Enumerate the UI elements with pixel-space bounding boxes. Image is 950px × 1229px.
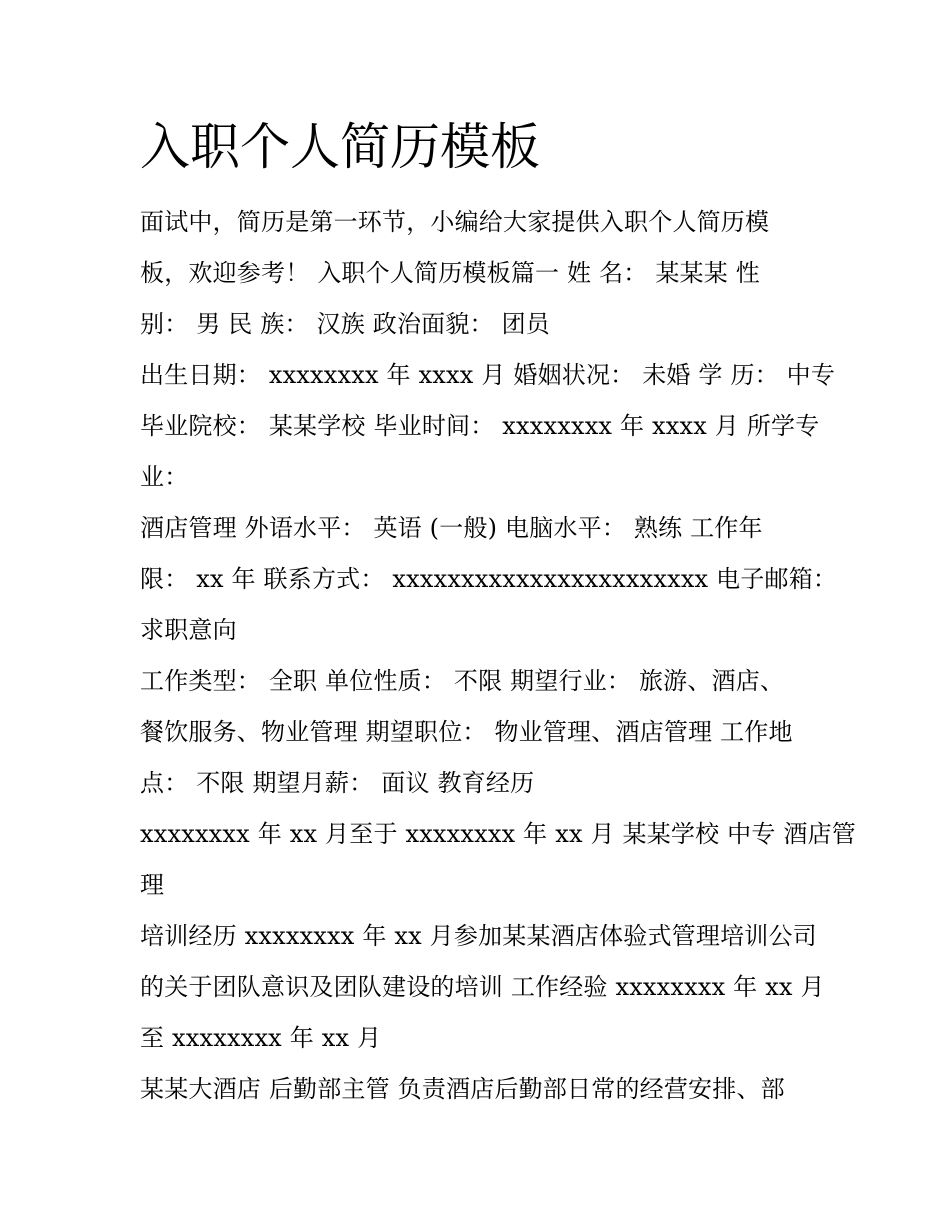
body-line: 的关于团队意识及团队建设的培训 工作经验 xxxxxxxx 年 xx 月 xyxy=(140,973,825,1001)
body-line: 培训经历 xxxxxxxx 年 xx 月参加某某酒店体验式管理培训公司 xyxy=(140,922,817,950)
body-line: 面试中，简历是第一环节，小编给大家提供入职个人简历模 xyxy=(140,208,770,236)
body-line: 理 xyxy=(140,871,165,899)
body-line: 某某大酒店 后勤部主管 负责酒店后勤部日常的经营安排、部 xyxy=(140,1075,785,1103)
body-line: 别： 男 民 族： 汉族 政治面貌： 团员 xyxy=(140,310,550,338)
body-line: 工作类型： 全职 单位性质： 不限 期望行业： 旅游、酒店、 xyxy=(140,667,785,695)
body-line: 业： xyxy=(140,463,189,491)
body-line: 酒店管理 外语水平： 英语 (一般) 电脑水平： 熟练 工作年 xyxy=(140,514,763,542)
body-line: 餐饮服务、物业管理 期望职位： 物业管理、酒店管理 工作地 xyxy=(140,718,793,746)
body-line: 点： 不限 期望月薪： 面议 教育经历 xyxy=(140,769,535,797)
body-line: 毕业院校： 某某学校 毕业时间： xxxxxxxx 年 xxxx 月 所学专 xyxy=(140,412,820,440)
section-heading-line: 求职意向 xyxy=(140,616,237,644)
body-line: 出生日期： xxxxxxxx 年 xxxx 月 婚姻状况： 未婚 学 历： 中专 xyxy=(140,361,836,389)
document-title: 入职个人简历模板 xyxy=(140,118,540,176)
body-line: 板，欢迎参考！ 入职个人简历模板篇一 姓 名： 某某某 性 xyxy=(140,259,760,287)
body-line: 至 xxxxxxxx 年 xx 月 xyxy=(140,1024,382,1052)
body-line: xxxxxxxx 年 xx 月至于 xxxxxxxx 年 xx 月 某某学校 中专 酒店管 xyxy=(140,820,856,848)
body-line: 限： xx 年 联系方式： xxxxxxxxxxxxxxxxxxxxxxx 电子邮箱： xyxy=(140,565,838,593)
